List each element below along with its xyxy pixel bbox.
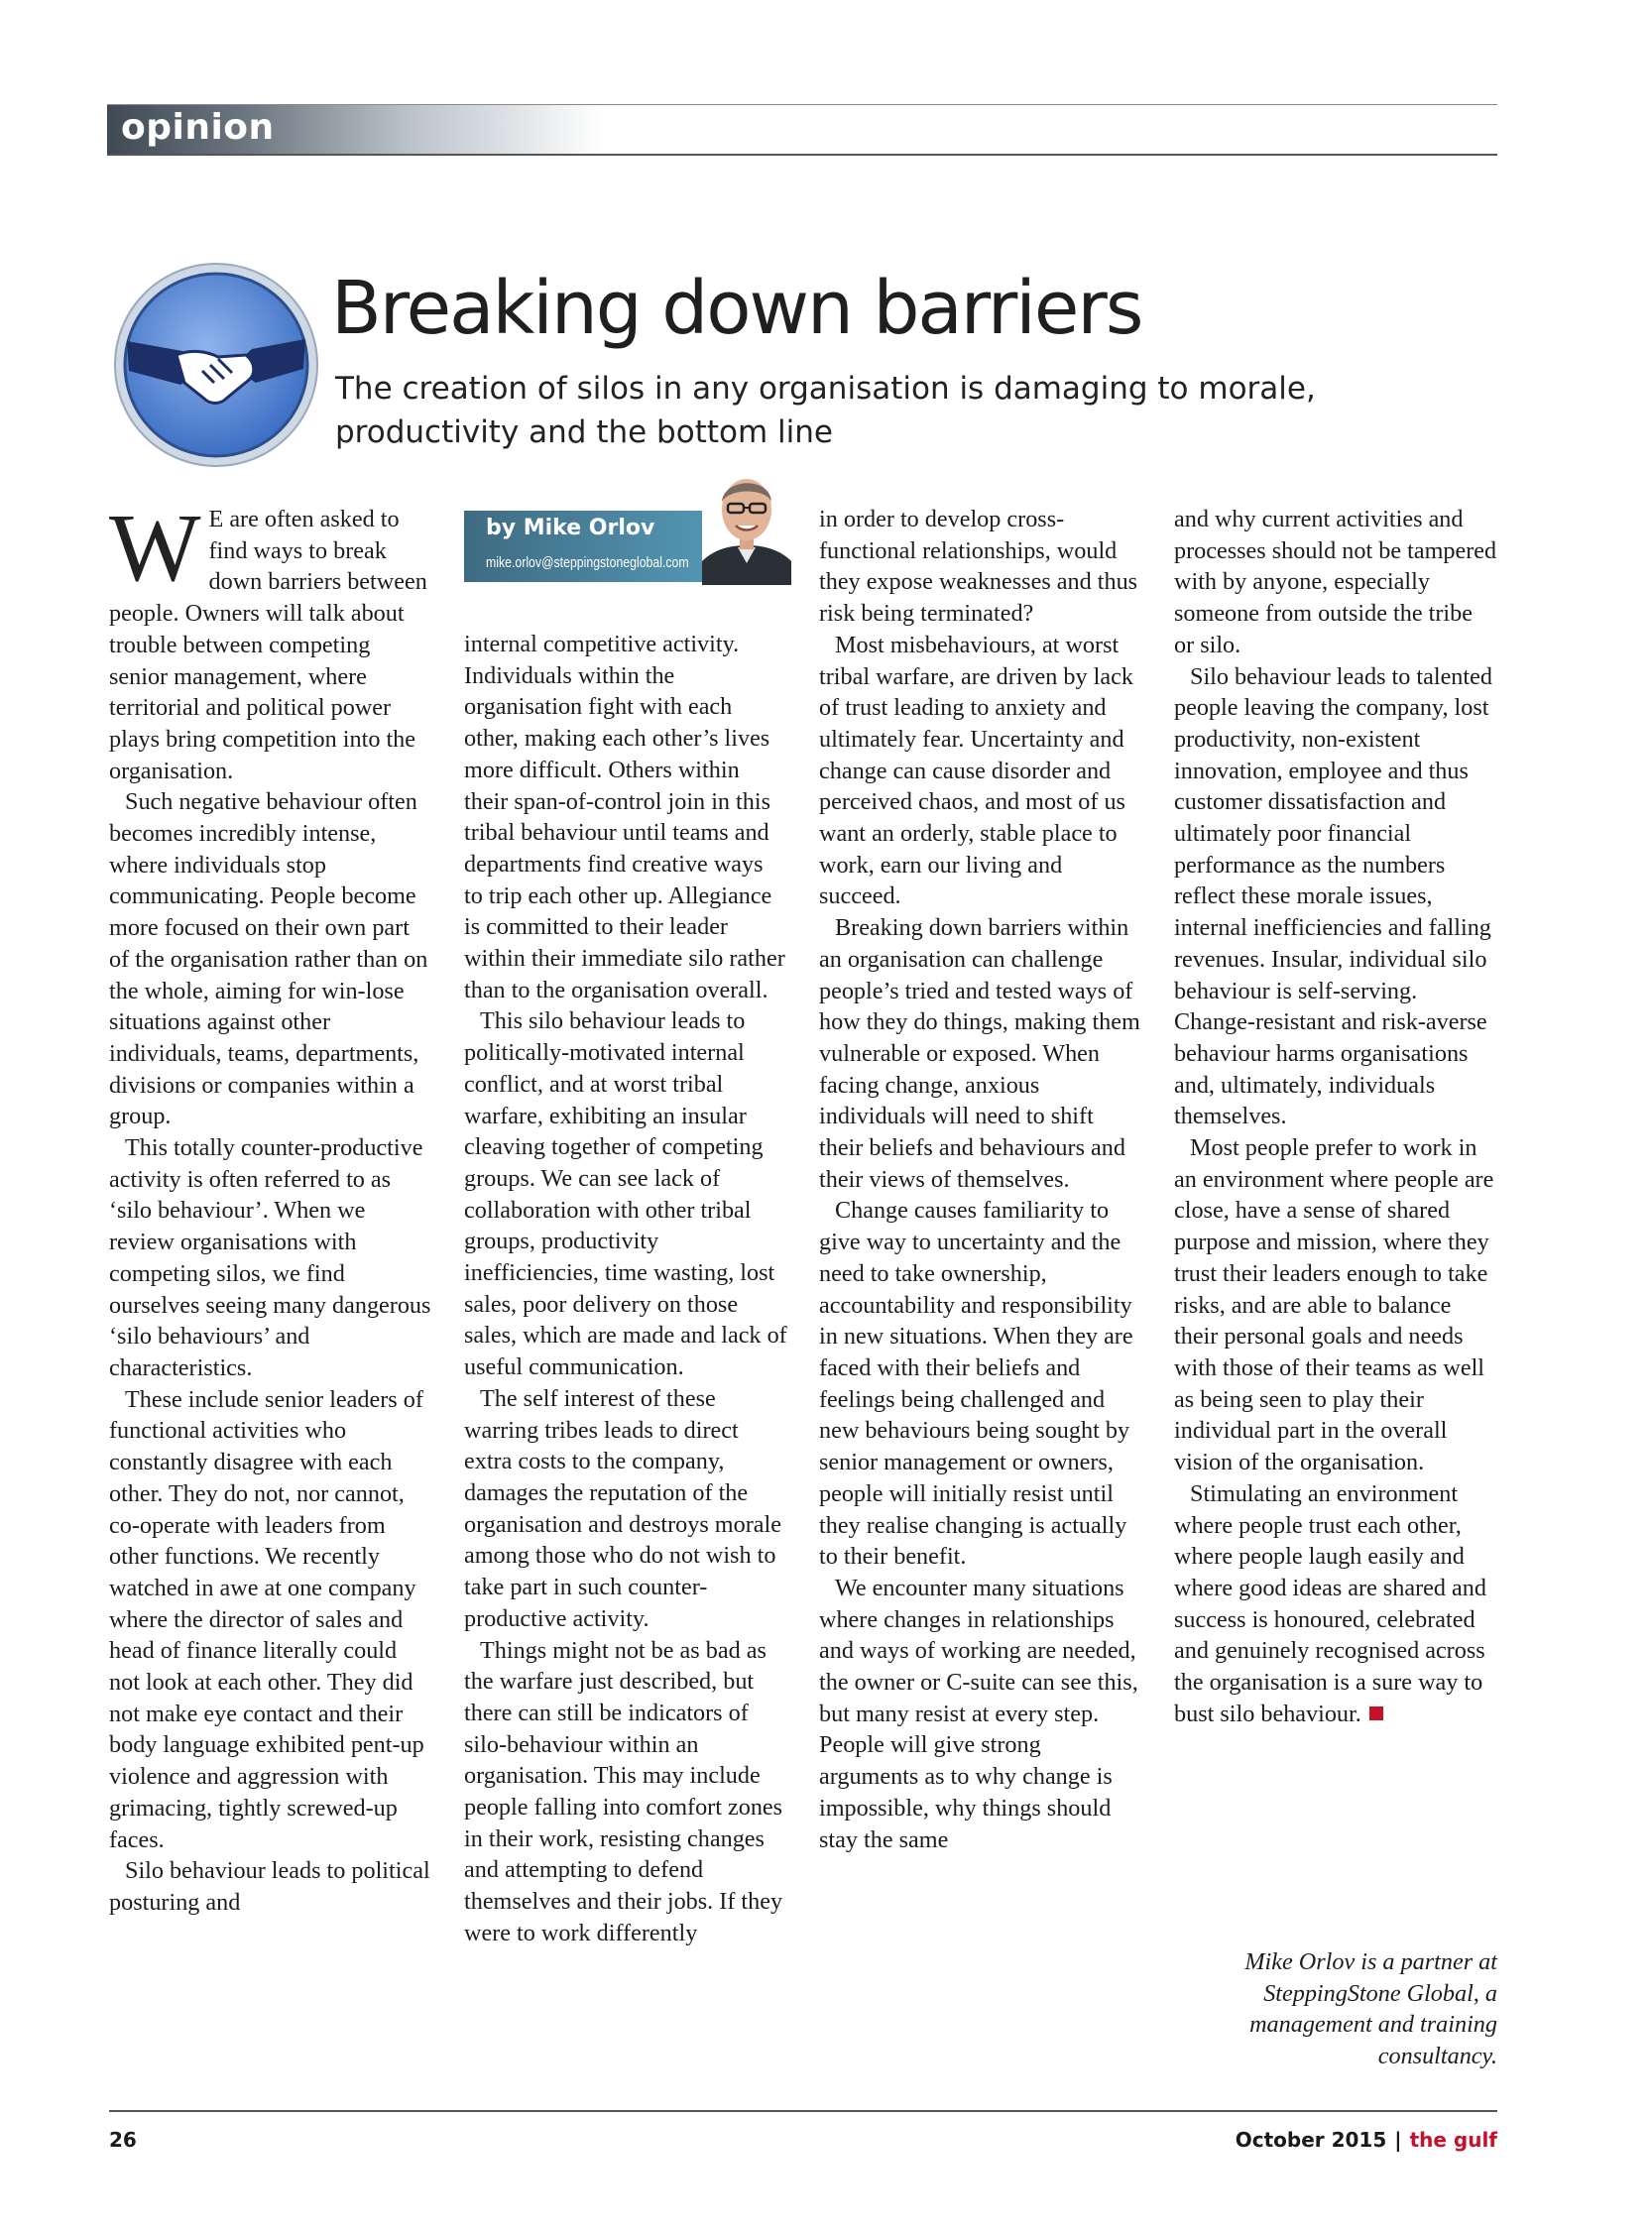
magazine-name: the gulf [1409, 2128, 1497, 2152]
article-column-2 [464, 629, 787, 1949]
article-column-3 [819, 504, 1142, 1855]
issue-date: October 2015 [1235, 2128, 1387, 2152]
article-paragraph: Most people prefer to work in an environment where people are close, have a sense of shared purpose and mission, where they trust their leaders enough to take risks, and are able to balance their personal goals and needs with those of their teams as well as being seen to play their individual part in the overall vision of the organisation. [1174, 1134, 1494, 1476]
article-paragraph: W E are often asked to find ways to break down barriers between people. Owners will talk about trouble between competing senior management, where territorial and political power plays bring competition into the organisation. [109, 495, 427, 784]
article-paragraph: Silo behaviour leads to political posturing and [109, 1857, 430, 1916]
article-paragraph: and why current activities and processes should not be tampered with by anyone, especially someone from outside the tribe or silo. [1174, 506, 1497, 658]
article-paragraph: The self interest of these warring tribes leads to direct extra costs to the company, damages the reputation of the organisation and destroys morale among those who do not wish to take part in such counter-productive activity. [464, 1384, 781, 1632]
drop-cap: W [109, 495, 201, 602]
page-number: 26 [109, 2128, 137, 2152]
article-paragraph: Silo behaviour leads to talented people leaving the company, lost productivity, non-existent innovation, employee and thus customer dissatisfaction and ultimately poor financial performance as the numbers reflect these morale issues, internal inefficiencies and falling revenues. Insular, individual silo behaviour is self-serving. Change-resistant and risk-averse behaviour harms organisations and, ultimately, individuals themselves. [1174, 662, 1492, 1130]
byline-name: by Mike Orlov [486, 516, 655, 540]
section-label: opinion [121, 107, 275, 148]
article-paragraph: Most misbehaviours, at worst tribal warfare, are driven by lack of trust leading to anxiety and ultimately fear. Uncertainty and change can cause disorder and perceived chaos, and most of us want an orderly, stable place to work, earn our living and succeed. [819, 631, 1133, 910]
article-paragraph: Things might not be as bad as the warfare just described, but there can still be indicators of silo-behaviour within an organisation. This may include people falling into comfort zones in their work, resisting changes and attempting to defend themselves and their jobs. If they were to work differently [464, 1636, 783, 1946]
article-column-1 [109, 495, 432, 1919]
standfirst: The creation of silos in any organisation is damaging to morale, productivity and the bottom line [335, 371, 1316, 450]
article-paragraph: We encounter many situations where changes in relationships and ways of working are needed, the owner or C-suite can see this, but many resist at every step. People will give strong arguments as to why change is impossible, why things should stay the same [819, 1574, 1138, 1853]
section-bar [107, 104, 1497, 156]
article-column-4 [1174, 504, 1497, 1729]
byline-email[interactable]: mike.orlov@steppingstoneglobal.com [486, 554, 689, 571]
end-mark-icon [1369, 1706, 1383, 1720]
article-paragraph: Change causes familiarity to give way to uncertainty and the need to take ownership, accountability and responsibility in new situations. When they are faced with their beliefs and feelings being challenged and new behaviours being sought by senior management or owners, people will initially resist until they realise changing is actually to their benefit. [819, 1197, 1133, 1571]
article-paragraph: in order to develop cross-functional relationships, would they expose weaknesses and thus risk being terminated? [819, 506, 1138, 628]
article-paragraph: Such negative behaviour often becomes incredibly intense, where individuals stop communicating. People become more focused on their own part of the organisation rather than on the whole, aiming for win-lose situations against other individuals, teams, departments, divisions or companies within a group. [109, 788, 428, 1130]
handshake-icon [111, 260, 321, 470]
article-paragraph: Stimulating an environment where people trust each other, where people laugh easily and where good ideas are shared and success is honoured, celebrated and genuinely recognised across the organisation is a sure way to bust silo behaviour. [1174, 1479, 1486, 1727]
article-paragraph: This totally counter-productive activity is often referred to as ‘silo behaviour’. When we review organisations with competing silos, we find ourselves seeing many dangerous ‘silo behaviours’ and characteristics. [109, 1134, 431, 1381]
footer-issue [1236, 2128, 1497, 2152]
headline: Breaking down barriers [331, 266, 1142, 351]
article-paragraph: Breaking down barriers within an organisation can challenge people’s tried and tested ways of how they do things, making them vulnerable or exposed. When facing change, anxious individuals will need to shift their beliefs and behaviours and their views of themselves. [819, 914, 1140, 1193]
article-paragraph: internal competitive activity. Individuals within the organisation fight with each other, making each other’s lives more difficult. Others within their span-of-control join in this tribal behaviour until teams and departments find creative ways to trip each other up. Allegiance is committed to their leader within their immediate silo rather than to the organisation overall. [464, 631, 785, 1003]
author-portrait-icon [702, 464, 791, 585]
footer-rule [109, 2110, 1497, 2112]
author-bio: Mike Orlov is a partner at SteppingStone Global, a management and training consultancy. [1244, 1948, 1497, 2070]
article-paragraph: This silo behaviour leads to politically-motivated internal conflict, and at worst tribal warfare, exhibiting an insular cleaving together of competing groups. We can see lack of collaboration with other tribal groups, productivity inefficiencies, time wasting, lost sales, poor delivery on those sales, which are made and lack of useful communication. [464, 1007, 787, 1381]
article-paragraph: These include senior leaders of functional activities who constantly disagree with each other. They do not, nor cannot, co-operate with leaders from other functions. We recently watched in awe at one company where the director of sales and head of finance literally could not look at each other. They did not make eye contact and their body language exhibited pent-up violence and aggression with grimacing, tightly screwed-up faces. [109, 1385, 424, 1853]
footer-separator: | [1394, 2128, 1402, 2152]
